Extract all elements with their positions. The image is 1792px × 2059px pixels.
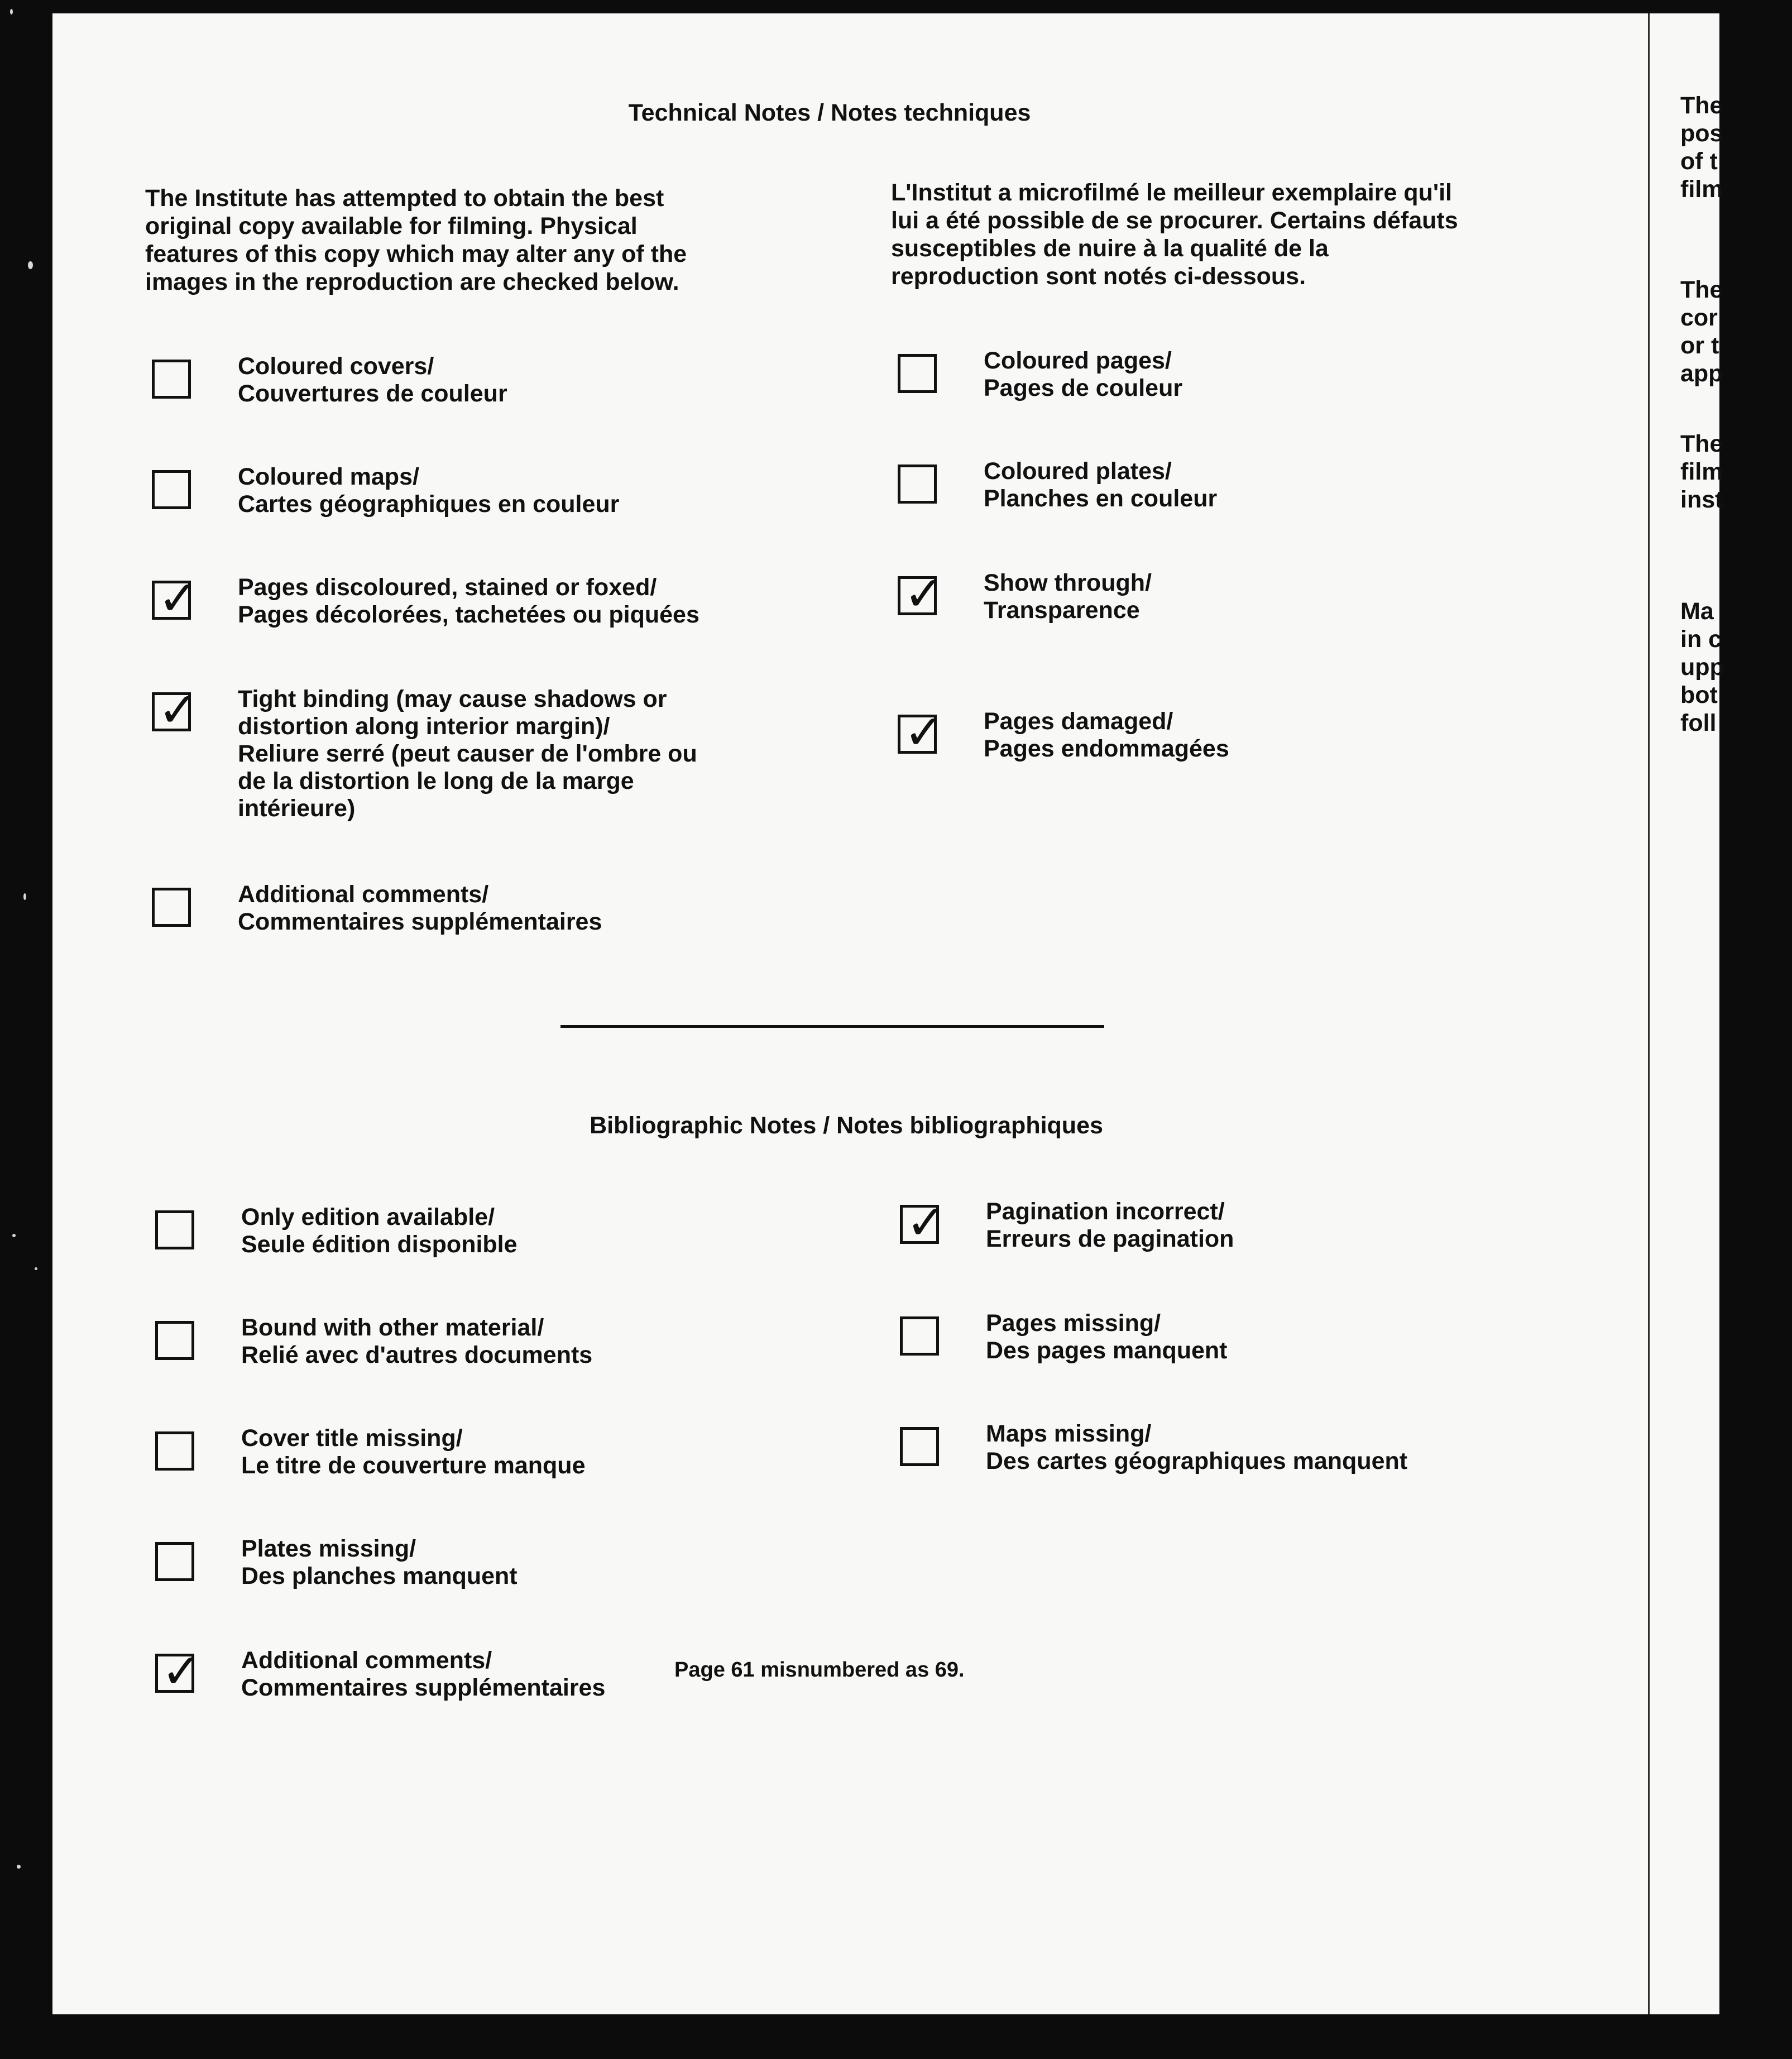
checklist-item-additional-comments-technical [152,881,850,977]
checklist-item-pages-discoloured [152,571,850,670]
pagination-comment: Page 61 misnumbered as 69. [674,1658,965,1682]
checkmark-icon: ✓ [904,705,945,760]
checkbox-checked [898,705,945,760]
item-label [238,574,699,629]
scan-speck [23,893,26,900]
checklist-item-coloured-covers [152,353,850,449]
label-english: Bound with other material/ [241,1314,544,1341]
label-french: Commentaires supplémentaires [238,908,602,935]
edge-line: or t [1680,332,1719,359]
checklist-item-coloured-pages [898,347,1595,443]
checklist-item-show-through [898,566,1595,665]
checkbox [155,1210,194,1249]
label-english: Pagination incorrect/ [986,1198,1225,1225]
checklist-item-pagination-incorrect [900,1195,1598,1294]
label-english: Additional comments/ [238,881,489,908]
label-french: Relié avec d'autres documents [241,1342,593,1368]
label-french: Des planches manquent [241,1563,518,1589]
checklist-item-only-edition [155,1204,853,1300]
adjacent-page-text-1 [1680,92,1792,203]
checkbox [155,1542,194,1581]
item-label [986,1198,1234,1253]
edge-line: The [1680,92,1723,119]
scan-speck [12,1234,16,1237]
edge-line: app [1680,360,1723,387]
item-label [986,1310,1228,1364]
item-label [984,347,1182,402]
section-divider [560,1025,1104,1028]
checkbox [898,354,937,393]
label-english: Additional comments/ [241,1647,492,1674]
checkbox [155,1321,194,1360]
item-label [241,1204,518,1258]
label-french: Couvertures de couleur [238,380,507,407]
item-label [984,708,1229,763]
item-label [241,1314,592,1369]
label-french: Commentaires supplémentaires [241,1674,606,1701]
edge-line: film [1680,176,1723,203]
label-french: Reliure serré (peut causer de l'ombre ou [238,740,697,767]
checklist-item-coloured-plates [898,458,1595,554]
label-english: Plates missing/ [241,1535,416,1562]
edge-line: film [1680,458,1723,485]
item-label [241,1425,586,1479]
checkbox-checked [898,566,945,622]
checkmark-icon: ✓ [158,682,199,738]
checklist-item-maps-missing [900,1420,1598,1516]
label-french: Transparence [984,597,1140,624]
label-french-line-2: de la distortion le long de la marge [238,768,634,794]
checkbox [900,1427,939,1466]
edge-line: The [1680,276,1723,303]
label-french: Planches en couleur [984,485,1218,512]
document-page [52,13,1724,2014]
checkbox-checked [152,682,199,738]
checkbox [152,470,191,509]
edge-line: in c [1680,626,1722,653]
label-english: Cover title missing/ [241,1425,463,1452]
checkbox-checked [900,1195,947,1251]
checkbox [898,465,937,504]
checklist-item-plates-missing [155,1535,853,1631]
checkbox-checked [155,1644,202,1699]
checklist-item-cover-title-missing [155,1425,853,1521]
label-english-line-2: distortion along interior margin)/ [238,713,610,740]
item-label [241,1535,518,1590]
label-french: Le titre de couverture manque [241,1452,586,1479]
bibliographic-notes-heading: Bibliographic Notes / Notes bibliographiques [590,1112,1103,1139]
label-english: Coloured pages/ [984,347,1172,374]
checkmark-icon: ✓ [904,566,945,622]
adjacent-page-text-2 [1680,276,1792,387]
checkmark-icon: ✓ [161,1644,202,1699]
intro-english: The Institute has attempted to obtain the best original copy available for filming. Physical features of this copy which may alter any of the images in the reproduction are checked below. [145,185,687,295]
intro-french: L'Institut a microfilmé le meilleur exemplaire qu'il lui a été possible de se procurer. Certains défauts susceptibles de nuire à la qualité de la reproduction sont notés ci-dessous. [891,179,1458,290]
item-label [238,686,697,822]
label-french: Erreurs de pagination [986,1225,1234,1252]
label-french: Cartes géographiques en couleur [238,491,620,518]
checkbox [900,1316,939,1356]
checkmark-icon: ✓ [158,571,199,626]
page-fold-line [1648,13,1650,2014]
item-label [238,881,602,936]
label-french: Seule édition disponible [241,1231,518,1258]
checklist-item-coloured-maps [152,463,850,559]
label-english: Show through/ [984,569,1152,596]
edge-line: cor [1680,304,1718,331]
checklist-item-pages-damaged [898,705,1595,804]
checkbox-checked [152,571,199,626]
label-french-line-3: intérieure) [238,795,356,822]
label-english: Tight binding (may cause shadows or [238,686,667,712]
edge-line: of t [1680,148,1718,175]
label-english: Coloured maps/ [238,463,419,490]
checkbox [155,1431,194,1471]
item-label [986,1420,1407,1475]
adjacent-page-text-4 [1680,597,1792,737]
checkmark-icon: ✓ [906,1195,947,1251]
item-label [984,458,1217,513]
item-label [984,569,1152,624]
edge-line: bot [1680,682,1718,708]
edge-line: upp [1680,654,1724,681]
label-french: Des pages manquent [986,1337,1228,1364]
item-label [241,1647,605,1702]
checklist-item-pages-missing [900,1310,1598,1406]
item-label [238,463,619,518]
checkbox [152,888,191,927]
label-english: Pages damaged/ [984,708,1173,735]
label-french: Pages de couleur [984,375,1183,401]
label-french: Des cartes géographiques manquent [986,1448,1408,1474]
checklist-item-tight-binding [152,682,850,837]
label-english: Pages discoloured, stained or foxed/ [238,574,657,601]
scan-speck [10,9,13,15]
scan-speck [17,1865,21,1869]
label-english: Coloured covers/ [238,353,434,380]
item-label [238,353,507,408]
scan-speck [28,261,33,269]
edge-line: foll [1680,710,1717,736]
adjacent-page-text-3 [1680,430,1792,514]
label-english: Maps missing/ [986,1420,1152,1447]
label-french: Pages endommagées [984,735,1229,762]
edge-line: pos [1680,120,1723,147]
checklist-item-bound-with [155,1314,853,1410]
technical-notes-heading: Technical Notes / Notes techniques [628,99,1031,126]
label-english: Only edition available/ [241,1204,495,1230]
edge-line: The [1680,430,1723,457]
edge-line: inst [1680,486,1723,513]
edge-line: Ma [1680,598,1714,625]
label-english: Pages missing/ [986,1310,1161,1337]
label-french: Pages décolorées, tachetées ou piquées [238,601,699,628]
label-english: Coloured plates/ [984,458,1172,485]
scan-speck [35,1267,37,1270]
checkbox [152,360,191,399]
